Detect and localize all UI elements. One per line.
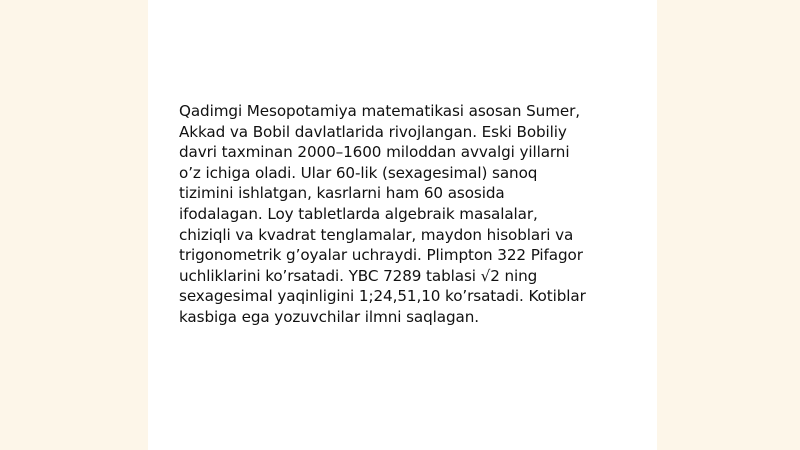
document-page (148, 0, 657, 450)
body-paragraph: Qadimgi Mesopotamiya matematikasi asosan Sumer, Akkad va Bobil davlatlarida rivojlangan. Eski Bobiliy davri taxminan 2000–1600 miloddan avvalgi yillarni o’z ichiga oladi. Ular 60-lik (sexagesimal) sanoq tizimini ishlatgan, kasrlarni ham 60 asosida ifodalagan. Loy tabletlarda algebraik masalalar, chiziqli va kvadrat tenglamalar, maydon hisoblari va trigonometrik g’oyalar uchraydi. Plimpton 322 Pifagor uchliklarini ko’rsatadi. YBC 7289 tablasi √2 ning sexagesimal yaqinligini 1;24,51,10 ko’rsatadi. Kotiblar kasbiga ega yozuvchilar ilmni saqlagan. (179, 102, 586, 326)
